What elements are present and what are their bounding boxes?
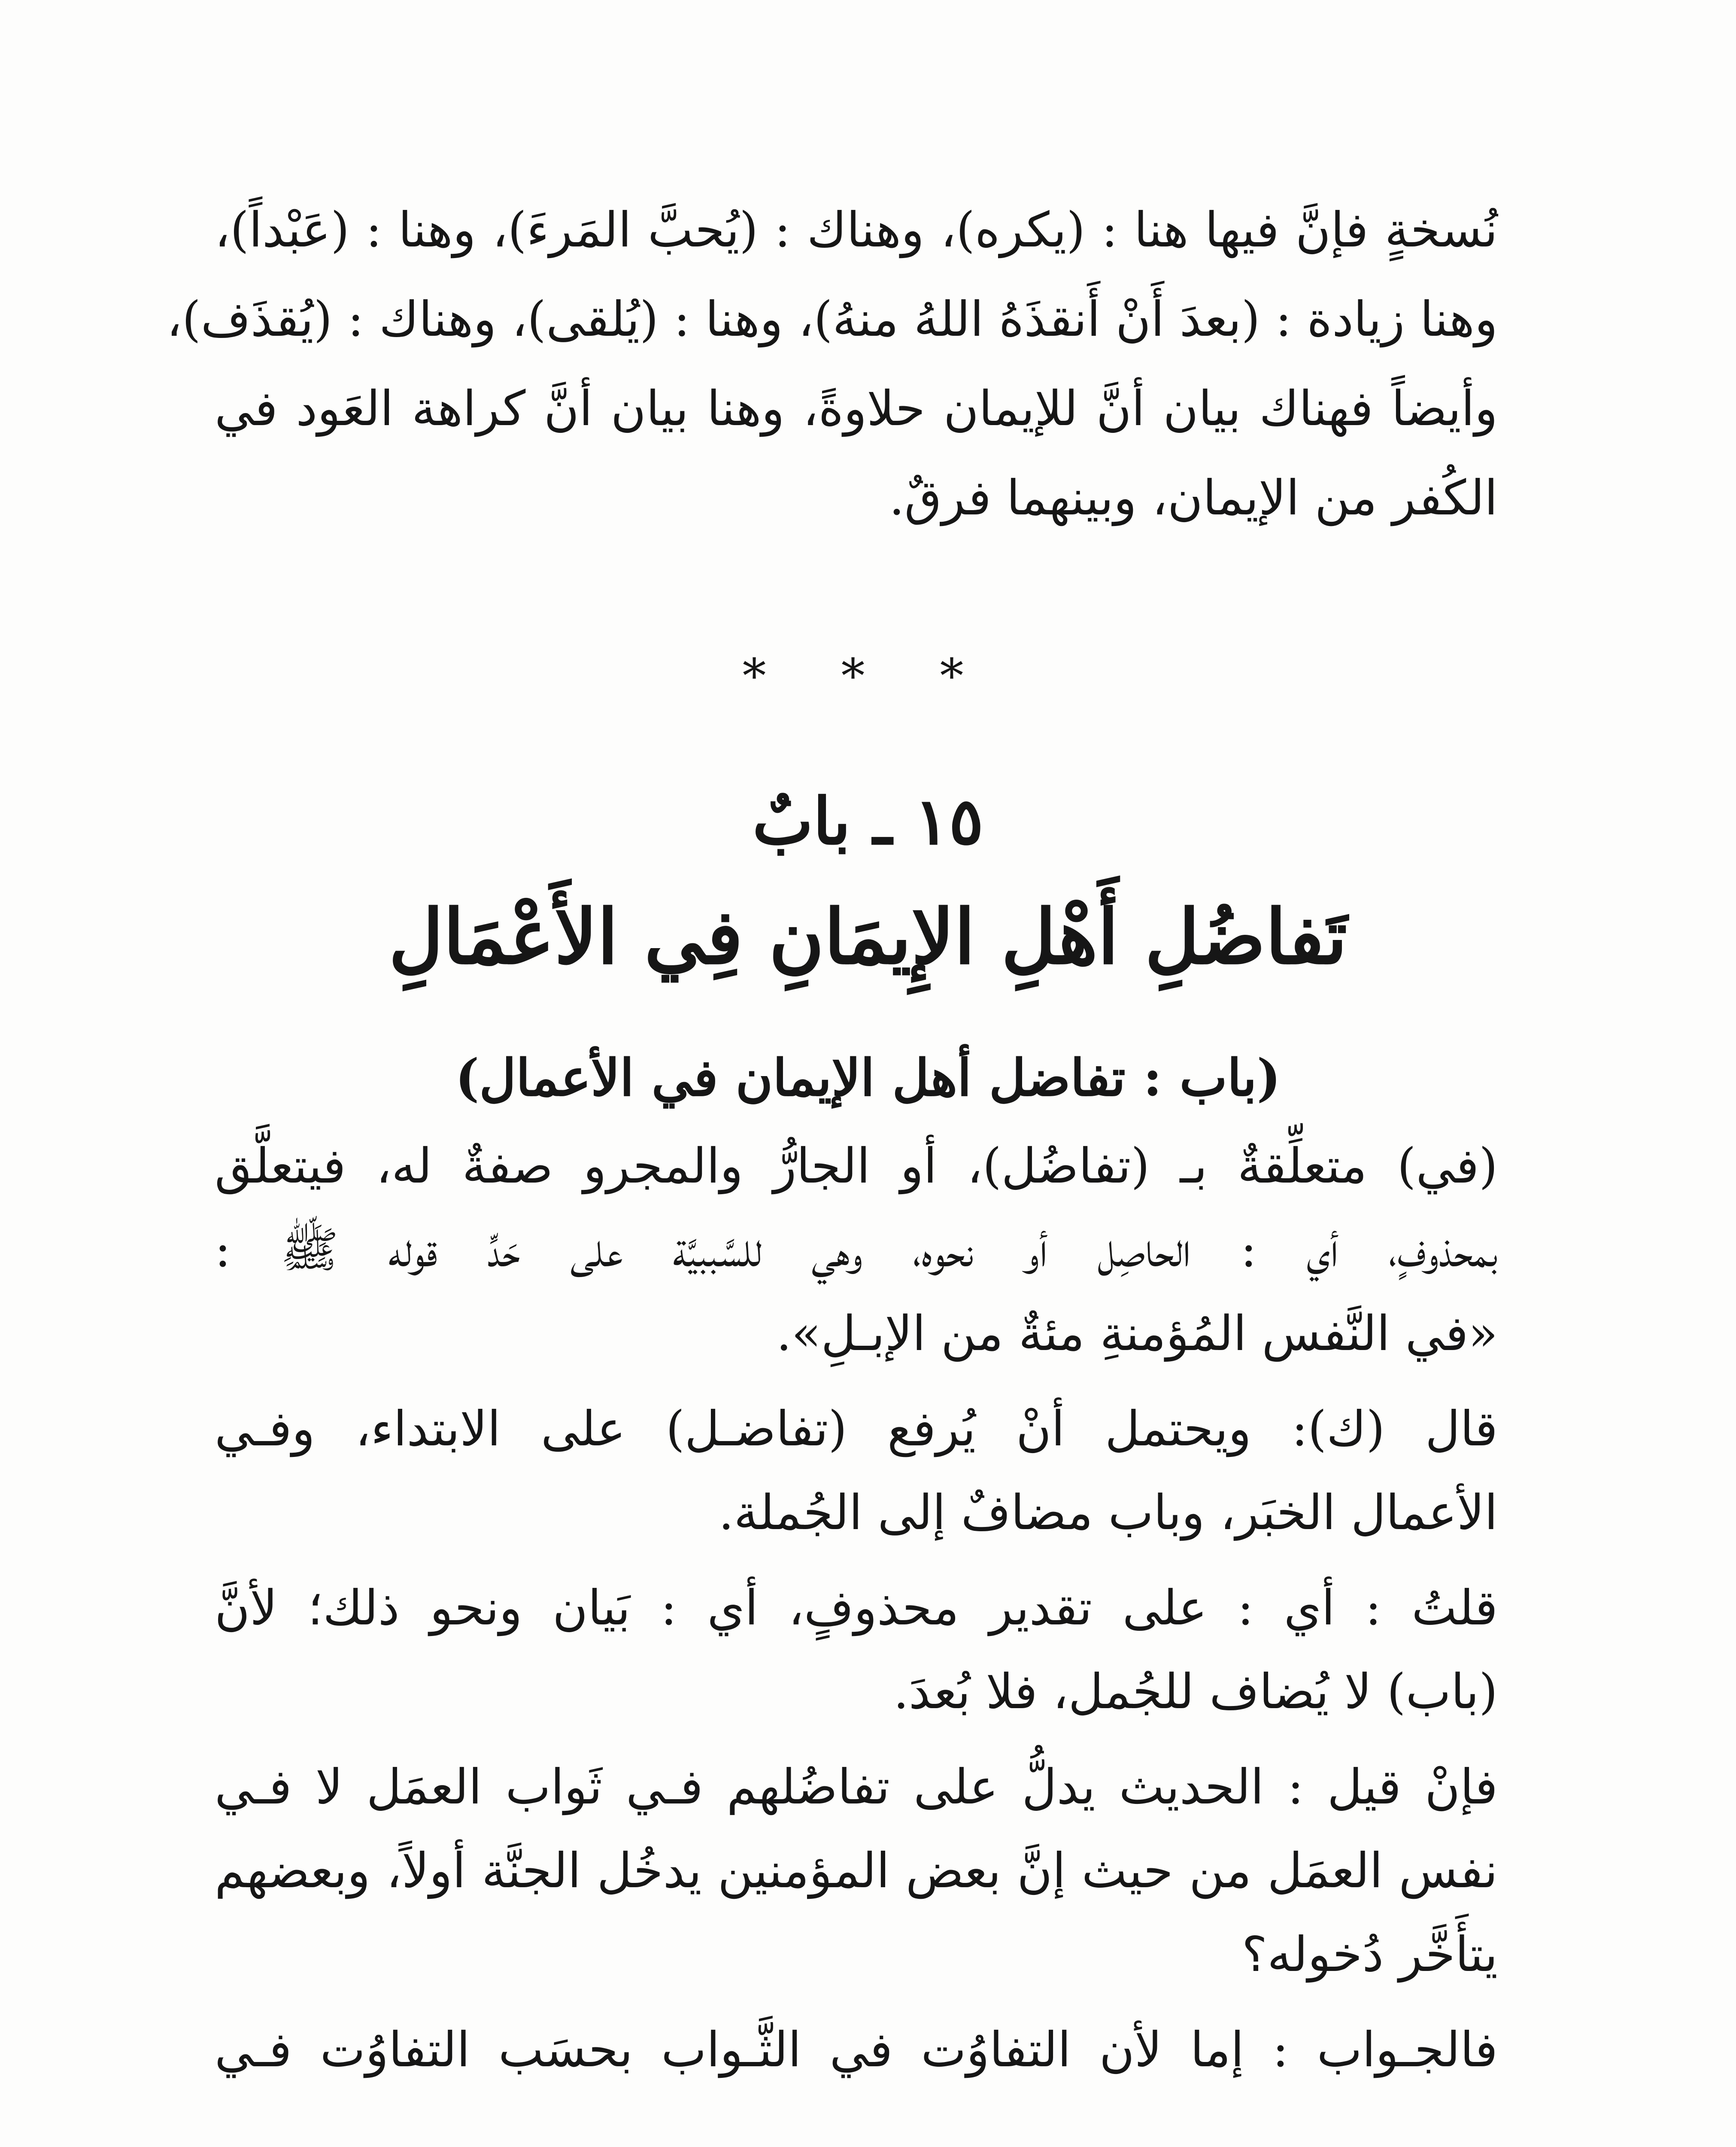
text-line: الأعمال الخبَر، وباب مضافٌ إلى الجُملة. bbox=[718, 1485, 1498, 1541]
chapter-number: ١٥ ـ بابٌ bbox=[752, 784, 984, 859]
text-line: قلتُ : أي : على تقدير محذوفٍ، أي : بَيان ونحو ذلك؛ لأنَّ bbox=[215, 1580, 1498, 1636]
text-line: فالجـواب : إما لأن التفاوُت في الثَّـواب بحسَب التفاوُت فـي bbox=[215, 2022, 1498, 2078]
text-line: وهنا زيادة : (بعدَ أَنْ أَنقذَهُ اللهُ منهُ)، وهنا : (يُلقى)، وهناك : (يُقذَف)، bbox=[166, 292, 1498, 347]
top-paragraph bbox=[166, 202, 1498, 526]
text-line: نُسخةٍ فإنَّ فيها هنا : (يكره)، وهناك : (يُحبَّ المَرءَ)، وهنا : (عَبْداً)، bbox=[215, 202, 1498, 258]
text-line: قال (ك): ويحتمل أنْ يُرفع (تفاضـل) على الابتداء، وفـي bbox=[215, 1401, 1498, 1457]
section-heading: (باب : تفاضل أهل الإيمان في الأعمال) bbox=[455, 1048, 1281, 1107]
text-line: نفس العمَل من حيث إنَّ بعض المؤمنين يدخُل الجنَّة أولاً، وبعضهم bbox=[215, 1843, 1498, 1899]
chapter-title: تَفاضُلِ أَهْلِ الإِيمَانِ فِي الأَعْمَالِ bbox=[388, 893, 1348, 981]
text-line: (في) متعلِّقةٌ بـ (تفاضُل)، أو الجارُّ والمجرو صفةٌ له، فيتعلَّق bbox=[215, 1138, 1498, 1194]
text-line: «في النَّفس المُؤمنةِ مئةٌ من الإبـلِ». bbox=[776, 1306, 1498, 1362]
commentary-body bbox=[215, 1138, 1498, 2078]
text-line: بمحذوفٍ، أي : الحاصِل أو نحوه، وهي للسَّببيَّة على حَدِّ قوله ﷺ : bbox=[215, 1222, 1498, 1278]
section-separator: * * * bbox=[742, 648, 994, 703]
text-line: فإنْ قيل : الحديث يدلُّ على تفاضُلهم فـي ثَواب العمَل لا فـي bbox=[215, 1759, 1498, 1815]
text-line: يتأَخَّر دُخوله؟ bbox=[1241, 1927, 1498, 1983]
text-line: الكُفر من الإيمان، وبينهما فرقٌ. bbox=[889, 470, 1498, 526]
text-line: (باب) لا يُضاف للجُمل، فلا بُعدَ. bbox=[893, 1664, 1498, 1720]
text-line: وأيضاً فهناك بيان أنَّ للإيمان حلاوةً، وهنا بيان أنَّ كراهة العَود في bbox=[215, 381, 1498, 437]
